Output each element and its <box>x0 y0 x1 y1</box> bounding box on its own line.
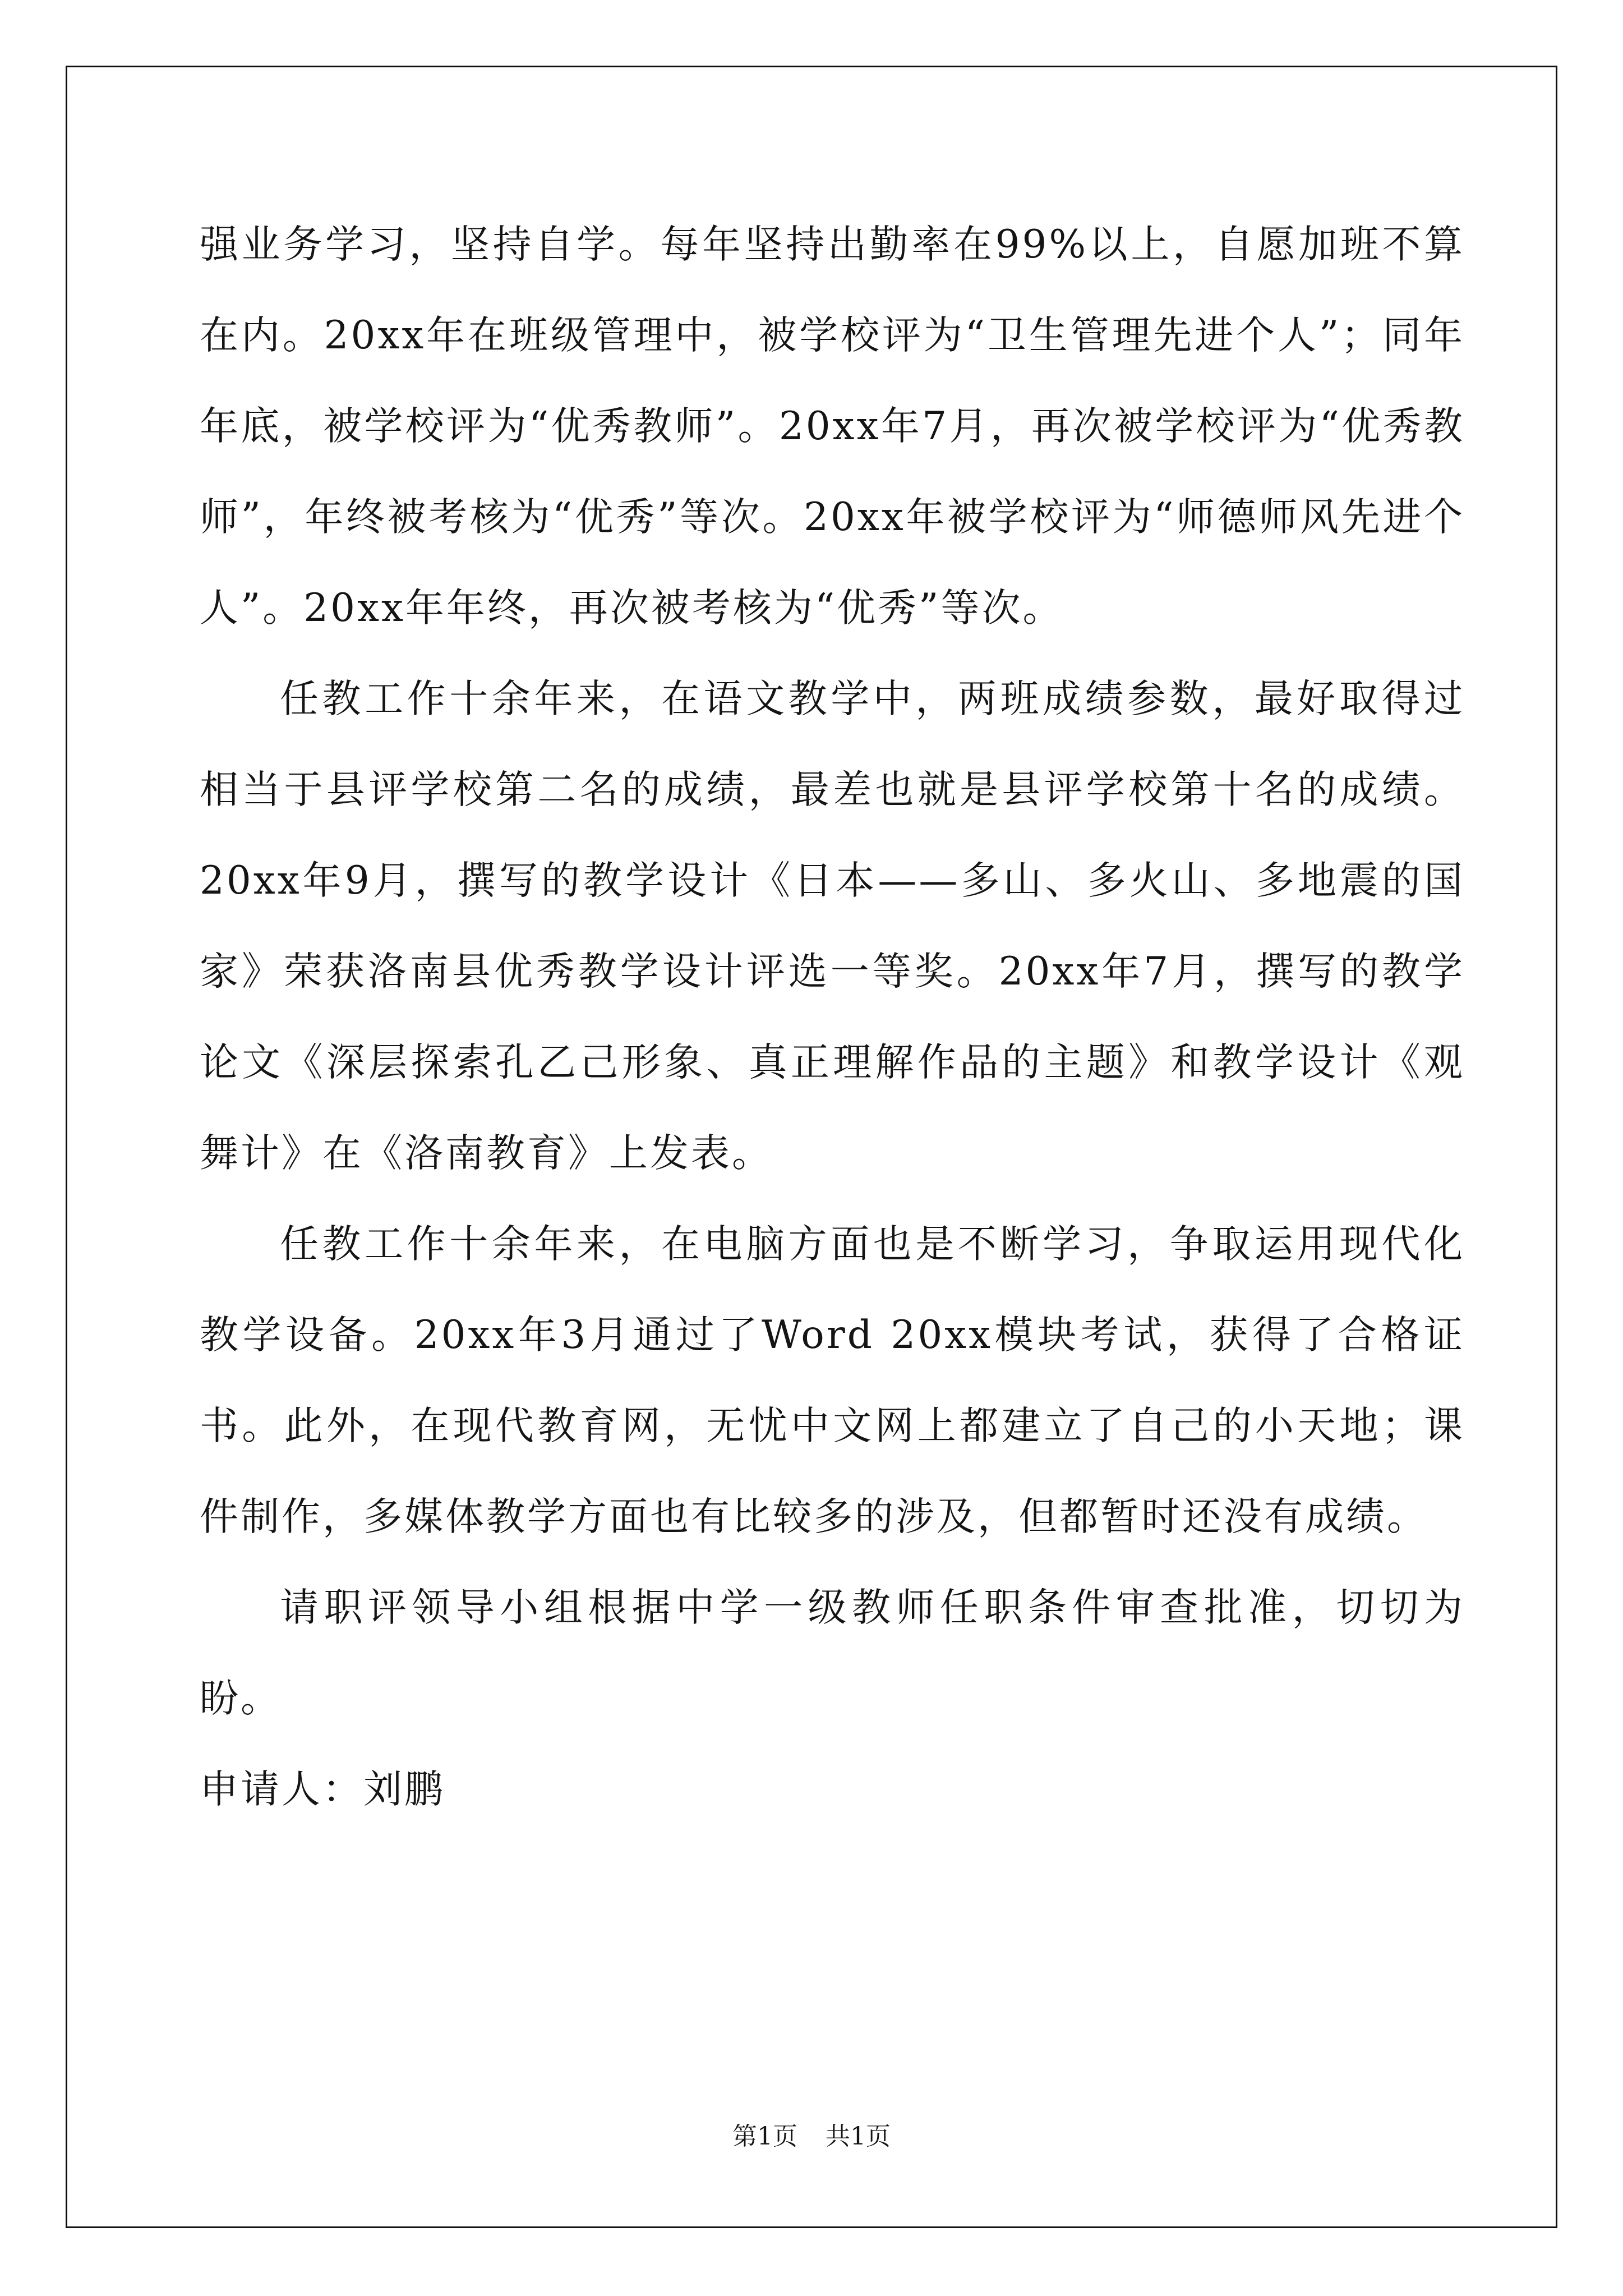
paragraph-honors: 强业务学习，坚持自学。每年坚持出勤率在99%以上，自愿加班不算在内。20xx年在班级管理中，被学校评为“卫生管理先进个人”；同年年底，被学校评为“优秀教师”。20xx年7月，再次被学校评为“优秀教师”，年终被考核为“优秀”等次。20xx年被学校评为“师德师风先进个人”。20xx年年终，再次被考核为“优秀”等次。 <box>200 222 1465 631</box>
paragraph-teaching-achievements: 任教工作十余年来，在语文教学中，两班成绩参数，最好取得过相当于县评学校第二名的成绩，最差也就是县评学校第十名的成绩。20xx年9月，撰写的教学设计《日本——多山、多火山、多地震的国家》荣获洛南县优秀教学设计评选一等奖。20xx年7月，撰写的教学论文《深层探索孔乙己形象、真正理解作品的主题》和教学设计《观舞计》在《洛南教育》上发表。 <box>200 677 1465 1176</box>
signature-applicant: 申请人：刘鹏 <box>200 1767 445 1812</box>
paragraph-computer-skills: 任教工作十余年来，在电脑方面也是不断学习，争取运用现代化教学设备。20xx年3月通过了Word 20xx模块考试，获得了合格证书。此外，在现代教育网，无忧中文网上都建立了自己的小天地；课件制作，多媒体教学方面也有比较多的涉及，但都暂时还没有成绩。 <box>200 1222 1465 1539</box>
page-footer <box>0 2120 1623 2154</box>
paragraph-request: 请职评领导小组根据中学一级教师任职条件审查批准，切切为盼。 <box>200 1585 1465 1721</box>
page-number-total: 共1页 <box>826 2122 891 2151</box>
document-body <box>200 199 1465 1835</box>
page-number-current: 第1页 <box>732 2122 797 2151</box>
